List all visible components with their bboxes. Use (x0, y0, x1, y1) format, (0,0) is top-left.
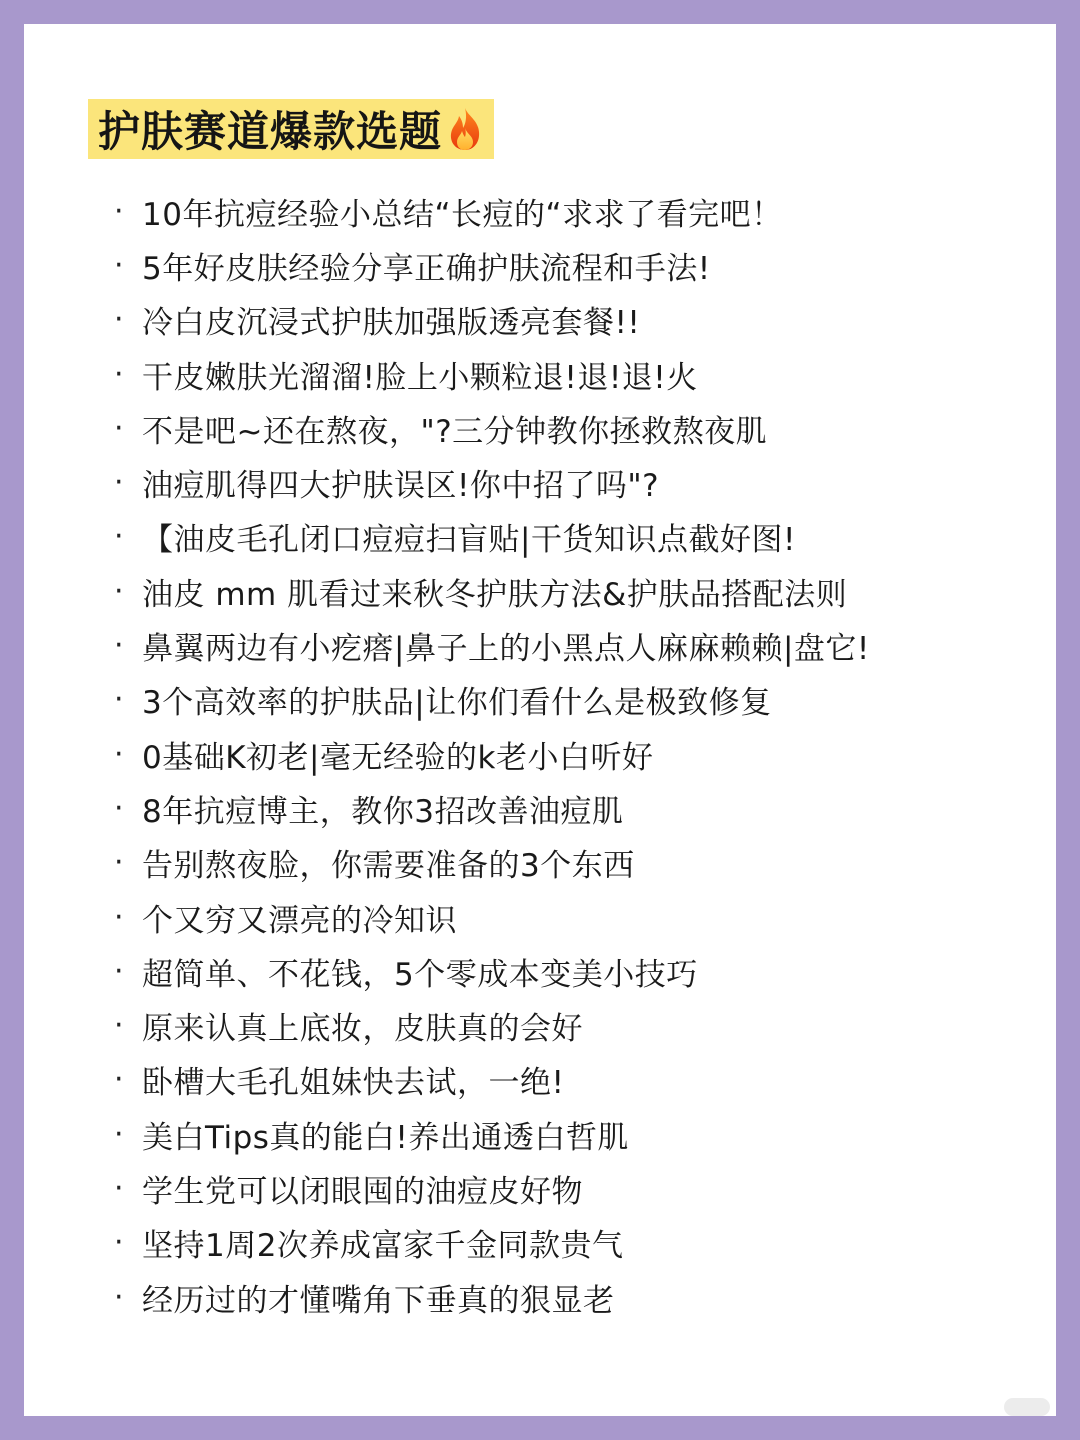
content-card (24, 24, 1056, 1416)
bullet: · (114, 193, 124, 229)
list-item-text: 油痘肌得四大护肤误区!你中招了吗"? (142, 468, 660, 505)
page-title: 护肤赛道爆款选题 (98, 107, 443, 156)
list-item-text: 卧槽大毛孔姐妹快去试，一绝! (142, 1065, 565, 1102)
list-item (114, 998, 870, 1052)
bullet: · (114, 682, 124, 718)
list-item-text: 不是吧~还在熬夜，"?三分钟教你拯救熬夜肌 (142, 413, 768, 450)
list-item (114, 347, 870, 401)
list-item (114, 1107, 870, 1161)
list-item (114, 238, 870, 292)
list-item (114, 944, 870, 998)
list-item (114, 673, 870, 727)
bullet: · (114, 1170, 124, 1206)
list-item-text: 5年好皮肤经验分享正确护肤流程和手法! (142, 250, 711, 287)
list-item-text: 超简单、不花钱，5个零成本变美小技巧 (142, 956, 698, 993)
list-item-text: 经历过的才懂嘴角下垂真的狠显老 (142, 1282, 615, 1319)
title-highlight (88, 99, 494, 159)
bullet: · (114, 1008, 124, 1044)
list-item (114, 1216, 870, 1270)
list-item-text: 10年抗痘经验小总结“长痘的“求求了看完吧！ (142, 196, 783, 233)
list-item-text: 告别熬夜脸，你需要准备的3个东西 (142, 848, 635, 885)
list-item-text: 鼻翼两边有小疙瘩|鼻子上的小黑点人麻麻赖赖|盘它! (142, 631, 870, 668)
list-item-text: 原来认真上底妆，皮肤真的会好 (142, 1011, 583, 1048)
list-item (114, 564, 870, 618)
bullet: · (114, 302, 124, 338)
list-item (114, 781, 870, 835)
list-item (114, 455, 870, 509)
bullet: · (114, 953, 124, 989)
bullet: · (114, 1279, 124, 1315)
list-item-text: 学生党可以闭眼囤的油痘皮好物 (142, 1173, 583, 1210)
list-item-text: 干皮嫩肤光溜溜!脸上小颗粒退!退!退!火 (142, 359, 698, 396)
bullet: · (114, 790, 124, 826)
bullet: · (114, 356, 124, 392)
bullet: · (114, 519, 124, 555)
list-item (114, 1161, 870, 1215)
list-item (114, 401, 870, 455)
list-item-text: 美白Tips真的能白!养出通透白哲肌 (142, 1119, 629, 1156)
list-item (114, 836, 870, 890)
list-item (114, 1053, 870, 1107)
list-item-text: 油皮 mm 肌看过来秋冬护肤方法&护肤品搭配法则 (142, 576, 848, 613)
bullet: · (114, 410, 124, 446)
list-item-text: 0基础K初老|毫无经验的k老小白听好 (142, 739, 654, 776)
bullet: · (114, 573, 124, 609)
bullet: · (114, 1062, 124, 1098)
list-item (114, 618, 870, 672)
list-item (114, 727, 870, 781)
list-item (114, 1270, 870, 1324)
bullet: · (114, 845, 124, 881)
list-item-text: 8年抗痘博主，教你3招改善油痘肌 (142, 793, 624, 830)
bullet: · (114, 1225, 124, 1261)
list-item-text: 冷白皮沉浸式护肤加强版透亮套餐!! (142, 305, 641, 342)
topic-list (114, 184, 870, 1324)
bullet: · (114, 628, 124, 664)
watermark (1004, 1398, 1050, 1416)
list-item (114, 184, 870, 238)
bullet: · (114, 247, 124, 283)
list-item-text: 坚持1周2次养成富家千金同款贵气 (142, 1228, 624, 1265)
list-item (114, 293, 870, 347)
list-item (114, 510, 870, 564)
bullet: · (114, 736, 124, 772)
list-item-text: 3个高效率的护肤品|让你们看什么是极致修复 (142, 685, 772, 722)
list-item-text: 【油皮毛孔闭口痘痘扫盲贴|干货知识点截好图! (142, 522, 796, 559)
list-item (114, 890, 870, 944)
bullet: · (114, 1116, 124, 1152)
bullet: · (114, 899, 124, 935)
list-item-text: 个又穷又漂亮的冷知识 (142, 902, 457, 939)
flame-icon (446, 106, 484, 152)
bullet: · (114, 465, 124, 501)
